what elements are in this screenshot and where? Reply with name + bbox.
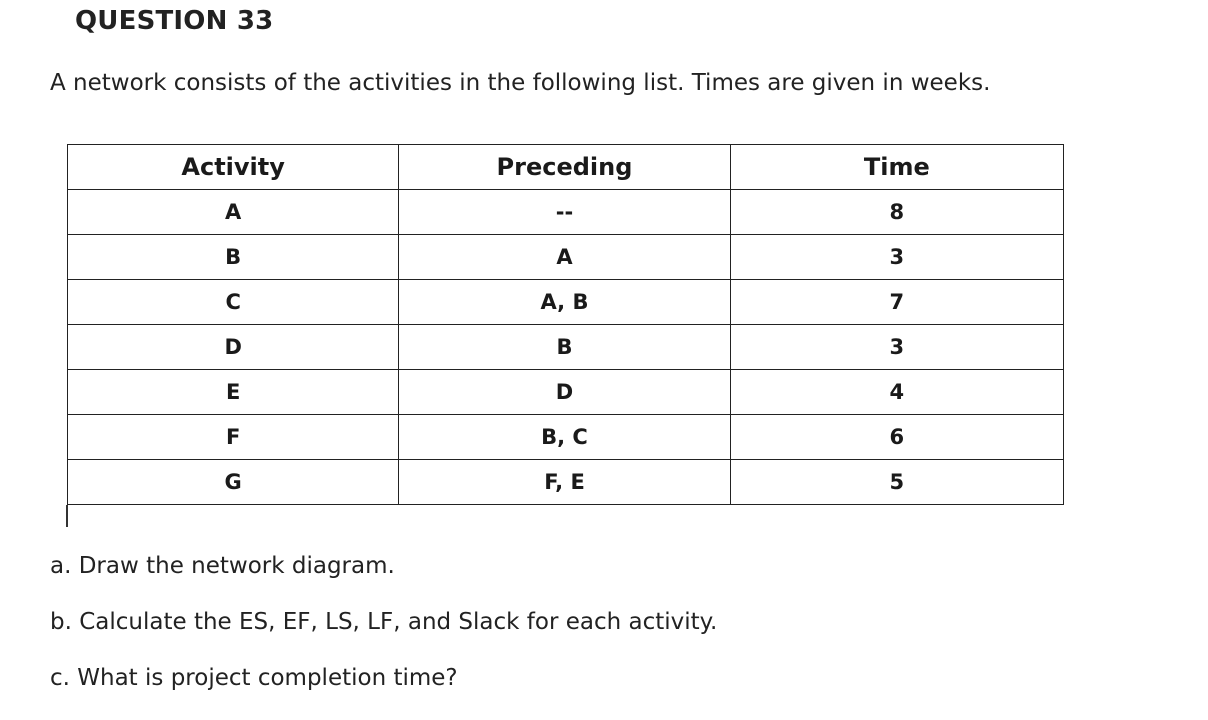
table-row (68, 235, 1064, 280)
table-row (68, 190, 1064, 235)
table-row (68, 370, 1064, 415)
time-cell: 3 (730, 325, 1063, 370)
preceding-cell: A, B (399, 280, 730, 325)
activity-cell: F (68, 415, 399, 460)
activity-cell: C (68, 280, 399, 325)
table-header-row (68, 145, 1064, 190)
preceding-cell: F, E (399, 460, 730, 505)
part-a-text: a. Draw the network diagram. (50, 553, 395, 579)
table-row (68, 460, 1064, 505)
header-activity: Activity (68, 145, 399, 190)
question-intro: A network consists of the activities in the following list. Times are given in weeks. (50, 70, 991, 96)
activity-cell: B (68, 235, 399, 280)
activity-cell: E (68, 370, 399, 415)
preceding-cell: D (399, 370, 730, 415)
time-cell: 6 (730, 415, 1063, 460)
time-cell: 3 (730, 235, 1063, 280)
preceding-cell: B (399, 325, 730, 370)
activity-cell: D (68, 325, 399, 370)
text-cursor-mark (66, 505, 68, 527)
header-time: Time (730, 145, 1063, 190)
time-cell: 7 (730, 280, 1063, 325)
activity-table (67, 144, 1064, 505)
time-cell: 8 (730, 190, 1063, 235)
table-row (68, 280, 1064, 325)
preceding-cell: A (399, 235, 730, 280)
activity-cell: A (68, 190, 399, 235)
time-cell: 4 (730, 370, 1063, 415)
part-b-text: b. Calculate the ES, EF, LS, LF, and Slack for each activity. (50, 609, 718, 635)
time-cell: 5 (730, 460, 1063, 505)
table-row (68, 415, 1064, 460)
preceding-cell: B, C (399, 415, 730, 460)
part-c-text: c. What is project completion time? (50, 665, 458, 691)
question-title: QUESTION 33 (75, 6, 274, 36)
activity-cell: G (68, 460, 399, 505)
table-row (68, 325, 1064, 370)
preceding-cell: -- (399, 190, 730, 235)
header-preceding: Preceding (399, 145, 730, 190)
